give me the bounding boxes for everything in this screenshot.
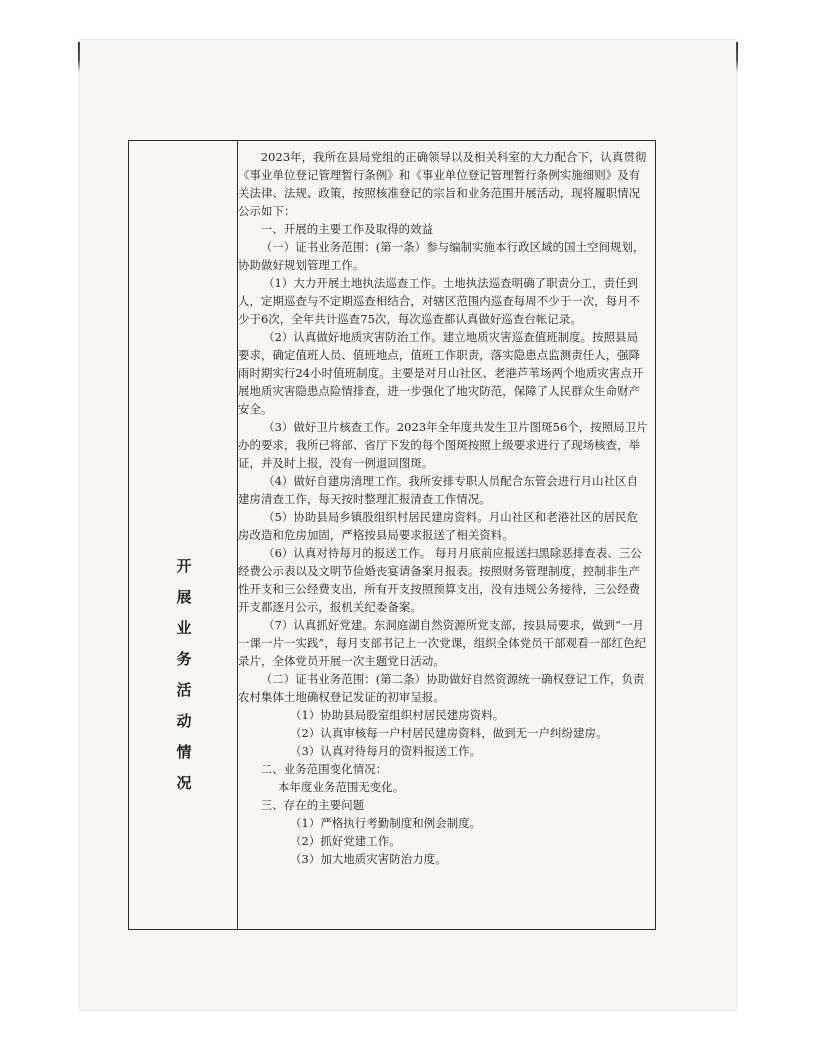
label-char: 展	[176, 588, 192, 606]
item-party-building: （7）认真抓好党建。东洞庭湖自然资源所党支部，按县局要求，做到“一月一课一片一实践”，每月支部书记上一次党课，组织全体党员干部观看一部红色纪录片，全体党员开展一次主题党日活动。	[238, 618, 647, 668]
item-scope2-2: （2）认真审核每一户村居民建房资料，做到无一户纠纷建房。	[290, 726, 608, 740]
section-heading-main-work: 一、开展的主要工作及取得的效益	[260, 222, 434, 236]
label-char: 情	[176, 743, 192, 761]
problem-item-2: （2）抓好党建工作。	[290, 834, 401, 848]
item-self-built-houses: （4）做好自建房清理工作。我所安排专职人员配合东管会进行月山社区自建房清查工作，每天按时整理汇报清查工作情况。	[238, 474, 639, 506]
item-monthly-reports: （6）认真对待每月的报送工作。 每月月底前应报送扫黑除恶排查表、三公经费公示表以及文明节俭婚丧宴请备案月报表。按照财务管理制度，控制非生产性开支和三公经费支出，所有开支按照预算支出，没有违规公务接待，三公经费开支都逐月公示，报机关纪委备案。	[238, 546, 642, 614]
section-heading-problems: 三、存在的主要问题	[260, 798, 365, 812]
section-heading-scope-change: 二、业务范围变化情况：	[260, 762, 388, 776]
item-geohazard: （2）认真做好地质灾害防治工作。建立地质灾害巡查值班制度。按照县局要求，确定值班人员、值班地点，值班工作职责，落实隐患点监测责任人，强降雨时期实行24小时值班制度。主要是对月山社区、老港芦苇场两个地质灾害点开展地质灾害隐患点险情排查，进一步强化了地灾防范，保障了人民群众生命财产安全。	[238, 330, 644, 416]
scope-change-text: 本年度业务范围无变化。	[278, 780, 405, 794]
subsection-scope-2: （二）证书业务范围：(第二条）协助做好自然资源统一确权登记工作，负责农村集体土地确权登记发证的初审呈报。	[238, 672, 645, 704]
problem-item-1: （1）严格执行考勤制度和例会制度。	[290, 816, 482, 830]
label-char: 活	[176, 681, 192, 699]
item-land-patrol: （1）大力开展土地执法巡查工作。土地执法巡查明确了职责分工，责任到人，定期巡查与不定期巡查相结合，对辖区范围内巡查每周不少于一次，每月不少于6次，全年共计巡查75次，每次巡查都认真做好巡查台帐记录。	[238, 276, 641, 326]
item-scope2-3: （3）认真对待每月的资料报送工作。	[290, 744, 482, 758]
label-char: 动	[176, 712, 192, 730]
label-char: 开	[176, 557, 192, 575]
section-label-business-activities	[169, 551, 199, 799]
subsection-scope-1: （一）证书业务范围：(第一条）参与编制实施本行政区域的国土空间规划，协助做好规划管理工作。	[238, 240, 645, 272]
problem-item-3: （3）加大地质灾害防治力度。	[290, 852, 447, 866]
activity-content	[238, 148, 648, 868]
item-satellite-check: （3）做好卫片核查工作。2023年全年度共发生卫片图斑56个，按照局卫片办的要求，我所已将部、省厅下发的每个图斑按照上级要求进行了现场核查，举证，并及时上报，没有一例退回图斑。	[238, 420, 648, 470]
label-char: 务	[176, 650, 192, 668]
label-char: 业	[176, 619, 192, 637]
intro-paragraph: 2023年，我所在县局党组的正确领导以及相关科室的大力配合下，认真贯彻《事业单位登记管理暂行条例》和《事业单位登记管理暂行条例实施细则》及有关法律、法规、政策，按照核准登记的宗旨和业务范围开展活动，现将履职情况公示如下：	[238, 150, 647, 218]
item-scope2-1: （1）协助县局股室组织村居民建房资料。	[290, 708, 505, 722]
label-char: 况	[176, 774, 192, 792]
item-housing-materials: （5）协助县局乡镇股组织村居民建房资料。月山社区和老港社区的居民危房改造和危房加固，严格按县局要求报送了相关资料。	[238, 510, 639, 542]
